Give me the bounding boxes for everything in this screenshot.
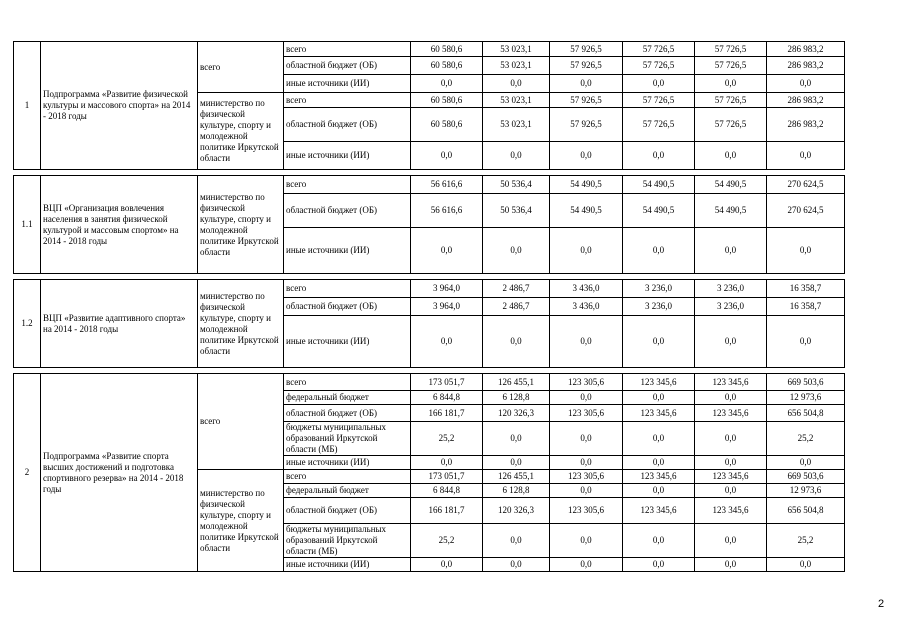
total-value-cell: 270 624,5	[767, 176, 845, 194]
budget-table-body	[14, 42, 845, 572]
year-value-cell: 25,2	[411, 524, 483, 558]
year-value-cell: 57 726,5	[623, 93, 695, 108]
year-value-cell: 0,0	[550, 456, 623, 470]
year-value-cell: 57 926,5	[550, 93, 623, 108]
year-value-cell: 0,0	[695, 391, 767, 405]
year-value-cell: 3 236,0	[623, 280, 695, 298]
year-value-cell: 0,0	[695, 456, 767, 470]
year-value-cell: 57 926,5	[550, 42, 623, 57]
year-value-cell: 0,0	[695, 228, 767, 274]
year-value-cell: 57 926,5	[550, 108, 623, 142]
program-title: Подпрограмма «Развитие физической культуры и массового спорта» на 2014 - 2018 годы	[41, 42, 198, 170]
responsible-executor: министерство по физической культуре, спорту и молодежной политике Иркутской области	[198, 176, 284, 274]
funding-source: областной бюджет (ОБ)	[284, 498, 411, 524]
year-value-cell: 57 726,5	[695, 93, 767, 108]
year-value-cell: 123 345,6	[623, 470, 695, 484]
total-value-cell: 286 983,2	[767, 108, 845, 142]
funding-source: федеральный бюджет	[284, 484, 411, 498]
year-value-cell: 54 490,5	[623, 194, 695, 228]
year-value-cell: 57 726,5	[695, 42, 767, 57]
year-value-cell: 0,0	[483, 422, 550, 456]
funding-source: всего	[284, 42, 411, 57]
year-value-cell: 54 490,5	[550, 194, 623, 228]
budget-table	[13, 41, 845, 572]
total-value-cell: 286 983,2	[767, 57, 845, 75]
funding-source: всего	[284, 176, 411, 194]
year-value-cell: 50 536,4	[483, 194, 550, 228]
year-value-cell: 126 455,1	[483, 374, 550, 391]
year-value-cell: 2 486,7	[483, 280, 550, 298]
year-value-cell: 0,0	[483, 524, 550, 558]
year-value-cell: 6 844,8	[411, 391, 483, 405]
funding-source: областной бюджет (ОБ)	[284, 57, 411, 75]
table-row	[14, 280, 845, 298]
total-value-cell: 669 503,6	[767, 374, 845, 391]
funding-source: областной бюджет (ОБ)	[284, 194, 411, 228]
year-value-cell: 0,0	[623, 75, 695, 93]
section-number: 1.2	[14, 280, 41, 368]
year-value-cell: 0,0	[550, 316, 623, 368]
funding-source: всего	[284, 280, 411, 298]
year-value-cell: 0,0	[483, 558, 550, 572]
year-value-cell: 57 726,5	[695, 57, 767, 75]
year-value-cell: 0,0	[623, 524, 695, 558]
total-value-cell: 25,2	[767, 422, 845, 456]
year-value-cell: 53 023,1	[483, 93, 550, 108]
year-value-cell: 0,0	[550, 422, 623, 456]
table-row	[14, 374, 845, 391]
total-value-cell: 0,0	[767, 142, 845, 170]
year-value-cell: 120 326,3	[483, 498, 550, 524]
total-value-cell: 669 503,6	[767, 470, 845, 484]
funding-source: всего	[284, 470, 411, 484]
total-value-cell: 286 983,2	[767, 93, 845, 108]
year-value-cell: 0,0	[695, 558, 767, 572]
year-value-cell: 123 345,6	[695, 374, 767, 391]
total-value-cell: 0,0	[767, 316, 845, 368]
page-number: 2	[878, 598, 885, 610]
year-value-cell: 0,0	[550, 391, 623, 405]
section-number: 1.1	[14, 176, 41, 274]
total-value-cell: 16 358,7	[767, 280, 845, 298]
year-value-cell: 0,0	[550, 228, 623, 274]
year-value-cell: 3 236,0	[623, 298, 695, 316]
year-value-cell: 3 236,0	[695, 280, 767, 298]
funding-source: бюджеты муниципальных образований Иркутской области (МБ)	[284, 422, 411, 456]
year-value-cell: 0,0	[623, 228, 695, 274]
year-value-cell: 3 236,0	[695, 298, 767, 316]
year-value-cell: 123 345,6	[623, 498, 695, 524]
year-value-cell: 0,0	[695, 524, 767, 558]
responsible-executor: всего	[198, 374, 284, 470]
responsible-executor: министерство по физической культуре, спорту и молодежной политике Иркутской области	[198, 93, 284, 170]
year-value-cell: 0,0	[695, 142, 767, 170]
year-value-cell: 0,0	[623, 391, 695, 405]
year-value-cell: 50 536,4	[483, 176, 550, 194]
funding-source: областной бюджет (ОБ)	[284, 405, 411, 422]
table-row	[14, 42, 845, 57]
year-value-cell: 0,0	[411, 142, 483, 170]
total-value-cell: 0,0	[767, 456, 845, 470]
year-value-cell: 123 345,6	[695, 470, 767, 484]
year-value-cell: 57 926,5	[550, 57, 623, 75]
year-value-cell: 123 305,6	[550, 405, 623, 422]
total-value-cell: 656 504,8	[767, 405, 845, 422]
funding-source: бюджеты муниципальных образований Иркутской области (МБ)	[284, 524, 411, 558]
funding-source: иные источники (ИИ)	[284, 316, 411, 368]
responsible-executor: министерство по физической культуре, спорту и молодежной политике Иркутской области	[198, 280, 284, 368]
year-value-cell: 0,0	[695, 422, 767, 456]
funding-source: всего	[284, 93, 411, 108]
year-value-cell: 123 345,6	[695, 405, 767, 422]
year-value-cell: 0,0	[550, 75, 623, 93]
year-value-cell: 0,0	[411, 558, 483, 572]
year-value-cell: 54 490,5	[695, 176, 767, 194]
funding-source: всего	[284, 374, 411, 391]
year-value-cell: 0,0	[550, 524, 623, 558]
year-value-cell: 57 726,5	[623, 108, 695, 142]
year-value-cell: 166 181,7	[411, 405, 483, 422]
section-number: 2	[14, 374, 41, 572]
funding-source: федеральный бюджет	[284, 391, 411, 405]
year-value-cell: 57 726,5	[623, 57, 695, 75]
year-value-cell: 0,0	[411, 316, 483, 368]
year-value-cell: 6 844,8	[411, 484, 483, 498]
year-value-cell: 2 486,7	[483, 298, 550, 316]
program-title: Подпрограмма «Развитие спорта высших достижений и подготовка спортивного резерва» на 2014 - 2018 годы	[41, 374, 198, 572]
year-value-cell: 56 616,6	[411, 194, 483, 228]
funding-source: иные источники (ИИ)	[284, 558, 411, 572]
year-value-cell: 3 964,0	[411, 298, 483, 316]
year-value-cell: 3 436,0	[550, 280, 623, 298]
year-value-cell: 0,0	[623, 422, 695, 456]
year-value-cell: 56 616,6	[411, 176, 483, 194]
table-row	[14, 176, 845, 194]
year-value-cell: 53 023,1	[483, 42, 550, 57]
total-value-cell: 16 358,7	[767, 298, 845, 316]
year-value-cell: 120 326,3	[483, 405, 550, 422]
year-value-cell: 0,0	[483, 142, 550, 170]
year-value-cell: 0,0	[550, 142, 623, 170]
year-value-cell: 60 580,6	[411, 57, 483, 75]
year-value-cell: 123 305,6	[550, 470, 623, 484]
year-value-cell: 166 181,7	[411, 498, 483, 524]
year-value-cell: 0,0	[483, 316, 550, 368]
funding-source: иные источники (ИИ)	[284, 456, 411, 470]
year-value-cell: 57 726,5	[695, 108, 767, 142]
total-value-cell: 0,0	[767, 558, 845, 572]
year-value-cell: 60 580,6	[411, 42, 483, 57]
total-value-cell: 12 973,6	[767, 484, 845, 498]
funding-source: иные источники (ИИ)	[284, 75, 411, 93]
year-value-cell: 53 023,1	[483, 57, 550, 75]
year-value-cell: 0,0	[411, 75, 483, 93]
program-title: ВЦП «Развитие адаптивного спорта» на 2014 - 2018 годы	[41, 280, 198, 368]
year-value-cell: 0,0	[411, 228, 483, 274]
year-value-cell: 54 490,5	[695, 194, 767, 228]
year-value-cell: 25,2	[411, 422, 483, 456]
year-value-cell: 54 490,5	[623, 176, 695, 194]
year-value-cell: 123 345,6	[623, 405, 695, 422]
year-value-cell: 126 455,1	[483, 470, 550, 484]
funding-source: областной бюджет (ОБ)	[284, 298, 411, 316]
section-number: 1	[14, 42, 41, 170]
total-value-cell: 270 624,5	[767, 194, 845, 228]
year-value-cell: 0,0	[483, 456, 550, 470]
year-value-cell: 0,0	[623, 558, 695, 572]
total-value-cell: 12 973,6	[767, 391, 845, 405]
year-value-cell: 0,0	[623, 316, 695, 368]
year-value-cell: 0,0	[695, 484, 767, 498]
year-value-cell: 60 580,6	[411, 108, 483, 142]
year-value-cell: 0,0	[550, 558, 623, 572]
year-value-cell: 123 305,6	[550, 498, 623, 524]
year-value-cell: 0,0	[623, 484, 695, 498]
year-value-cell: 0,0	[695, 316, 767, 368]
total-value-cell: 656 504,8	[767, 498, 845, 524]
program-title: ВЦП «Организация вовлечения населения в занятия физической культурой и массовым спортом» на 2014 - 2018 годы	[41, 176, 198, 274]
year-value-cell: 173 051,7	[411, 470, 483, 484]
year-value-cell: 3 964,0	[411, 280, 483, 298]
year-value-cell: 0,0	[483, 75, 550, 93]
responsible-executor: министерство по физической культуре, спорту и молодежной политике Иркутской области	[198, 470, 284, 572]
total-value-cell: 0,0	[767, 228, 845, 274]
year-value-cell: 57 726,5	[623, 42, 695, 57]
responsible-executor: всего	[198, 42, 284, 93]
year-value-cell: 54 490,5	[550, 176, 623, 194]
funding-source: областной бюджет (ОБ)	[284, 108, 411, 142]
funding-source: иные источники (ИИ)	[284, 142, 411, 170]
year-value-cell: 0,0	[623, 456, 695, 470]
total-value-cell: 25,2	[767, 524, 845, 558]
year-value-cell: 6 128,8	[483, 391, 550, 405]
year-value-cell: 123 345,6	[623, 374, 695, 391]
year-value-cell: 0,0	[695, 75, 767, 93]
year-value-cell: 173 051,7	[411, 374, 483, 391]
year-value-cell: 60 580,6	[411, 93, 483, 108]
total-value-cell: 0,0	[767, 75, 845, 93]
year-value-cell: 3 436,0	[550, 298, 623, 316]
total-value-cell: 286 983,2	[767, 42, 845, 57]
year-value-cell: 6 128,8	[483, 484, 550, 498]
year-value-cell: 0,0	[411, 456, 483, 470]
year-value-cell: 0,0	[623, 142, 695, 170]
year-value-cell: 0,0	[483, 228, 550, 274]
year-value-cell: 0,0	[550, 484, 623, 498]
funding-source: иные источники (ИИ)	[284, 228, 411, 274]
year-value-cell: 123 305,6	[550, 374, 623, 391]
year-value-cell: 123 345,6	[695, 498, 767, 524]
year-value-cell: 53 023,1	[483, 108, 550, 142]
